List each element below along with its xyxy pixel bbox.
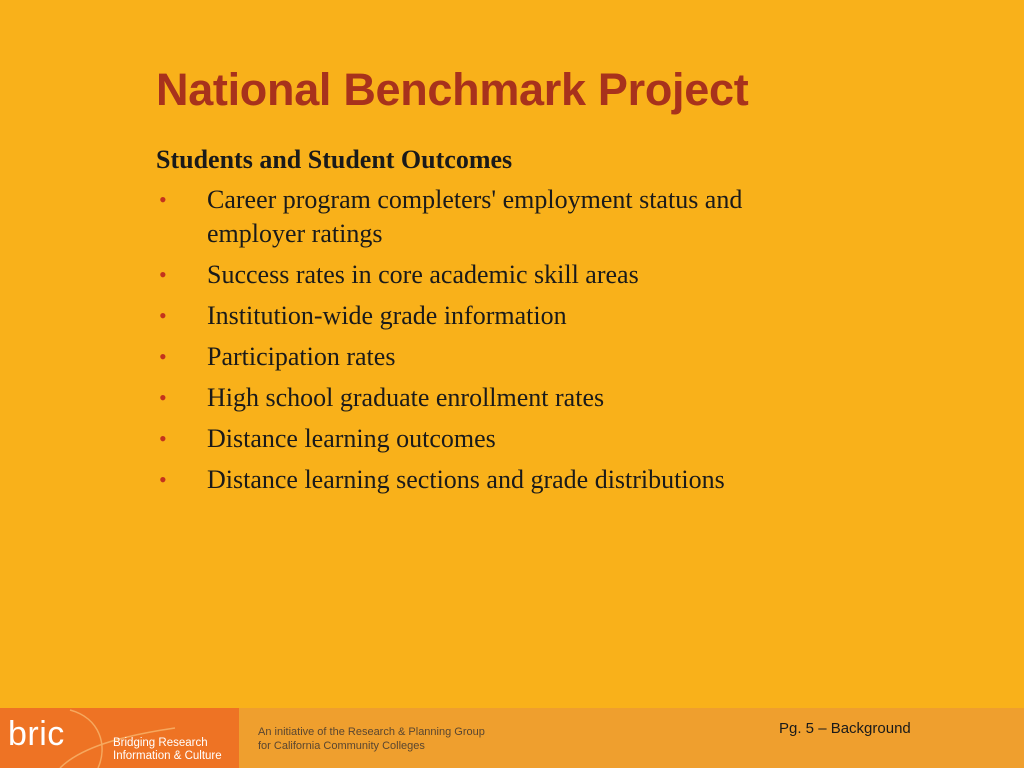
- bullet-text: Success rates in core academic skill areas: [207, 260, 639, 289]
- bullet-icon: •: [159, 344, 167, 369]
- bullet-icon: •: [159, 426, 167, 451]
- bric-logo: [0, 708, 239, 768]
- bullet-item: [156, 381, 876, 415]
- initiative-text-line-2: for California Community Colleges: [258, 740, 425, 752]
- bullet-icon: •: [159, 303, 167, 328]
- page-label: Pg. 5 – Background: [779, 720, 911, 737]
- bullet-text: Participation rates: [207, 342, 396, 371]
- logo-tagline-line-2: Information & Culture: [113, 750, 222, 762]
- logo-tagline-line-1: Bridging Research: [113, 737, 208, 749]
- bullet-text: Career program completers' employment status and: [207, 185, 743, 214]
- bullet-item: [156, 340, 876, 374]
- bullet-text: Institution-wide grade information: [207, 301, 567, 330]
- bullet-icon: •: [159, 187, 167, 212]
- footer-bar: [0, 708, 1024, 768]
- bullet-item: [156, 422, 876, 456]
- bullet-text: Distance learning outcomes: [207, 424, 496, 453]
- bullet-icon: •: [159, 262, 167, 287]
- bullet-item: [156, 463, 876, 497]
- bullet-icon: •: [159, 467, 167, 492]
- bullet-item: [156, 299, 876, 333]
- section-heading: Students and Student Outcomes: [156, 145, 513, 174]
- initiative-text-line-1: An initiative of the Research & Planning Group: [258, 726, 485, 738]
- bullet-text: Distance learning sections and grade distributions: [207, 465, 725, 494]
- bullet-text-continued: employer ratings: [207, 219, 383, 248]
- bullet-text: High school graduate enrollment rates: [207, 383, 605, 412]
- slide-title: National Benchmark Project: [156, 64, 749, 115]
- bullet-item: [156, 258, 876, 292]
- logo-wordmark: bric: [8, 715, 65, 753]
- bullet-icon: •: [159, 385, 167, 410]
- bullet-item: [156, 183, 876, 251]
- bullet-list: [156, 183, 876, 504]
